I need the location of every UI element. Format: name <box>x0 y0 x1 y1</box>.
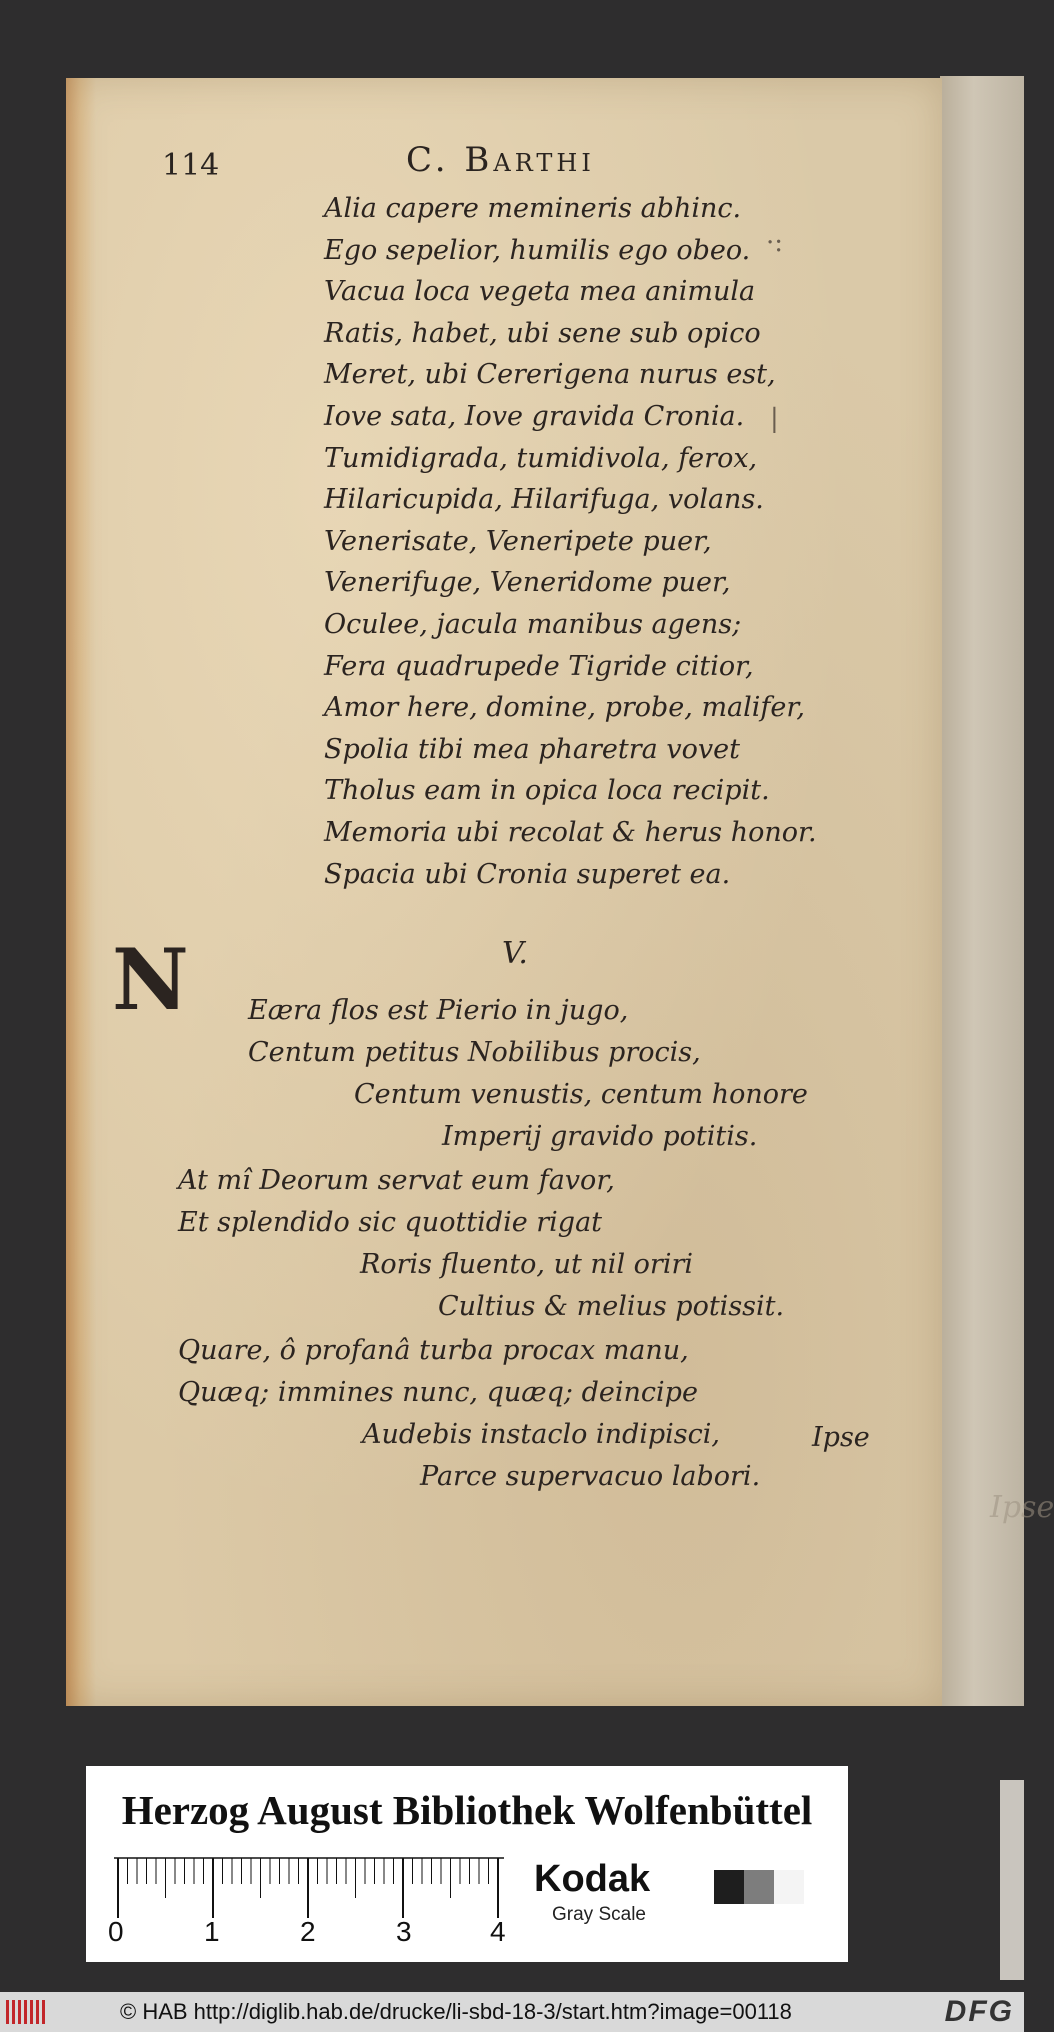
verse-line: Tholus eam in opica loca recipit. <box>324 775 770 807</box>
verse-line: Iove sata, Iove gravida Cronia. <box>324 400 745 432</box>
ode-line: Centum venustis, centum honore <box>354 1079 808 1110</box>
ode-line: Eæra flos est Pierio in jugo, <box>248 995 629 1026</box>
verse-line: Oculee, jacula manibus agens; <box>324 608 742 640</box>
gray-swatch <box>714 1870 744 1904</box>
ruler-number: 2 <box>300 1916 316 1947</box>
footer-url[interactable]: © HAB http://diglib.hab.de/drucke/li-sbd-18-3/start.htm?image=00118 <box>120 1999 792 2024</box>
adjacent-page-catchword: Ipse <box>990 1490 1054 1525</box>
gray-scale-label: Gray Scale <box>552 1904 646 1925</box>
library-name: Herzog August Bibliothek Wolfenbüttel <box>121 1787 813 1833</box>
margin-mark: | <box>770 404 779 434</box>
verse-line: Hilaricupida, Hilarifuga, volans. <box>324 484 764 516</box>
ruler-number: 0 <box>108 1916 124 1947</box>
catchword: Ipse <box>812 1422 870 1453</box>
ode-line: Quare, ô profanâ turba procax manu, <box>178 1335 689 1366</box>
verse-line: Spacia ubi Cronia superet ea. <box>324 858 731 890</box>
verse-line: Venerifuge, Veneridome puer, <box>324 567 731 599</box>
running-header: C. Barthi <box>406 140 595 180</box>
ruler-number: 4 <box>490 1916 506 1947</box>
ode-line: Roris fluento, ut nil oriri <box>360 1249 694 1280</box>
section-number: V. <box>502 936 528 971</box>
verse-line: Tumidigrada, tumidivola, ferox, <box>324 442 758 474</box>
ode-line: Parce supervacuo labori. <box>420 1461 761 1492</box>
verse-line: Alia capere memineris abhinc. <box>324 193 742 224</box>
verse-line: Spolia tibi mea pharetra vovet <box>324 733 740 765</box>
verse-line: Memoria ubi recolat & herus honor. <box>324 816 817 848</box>
gray-swatch <box>774 1870 804 1904</box>
verse-line: Amor here, domine, probe, malifer, <box>324 692 805 724</box>
footer-bar <box>0 1992 1024 2032</box>
verse-line: Meret, ubi Cererigena nurus est, <box>324 359 776 391</box>
verse-line: Ratis, habet, ubi sene sub opico <box>324 317 761 349</box>
adjacent-page-edge <box>940 76 1024 1706</box>
ode-line: Cultius & melius potissit. <box>438 1291 785 1322</box>
ode-line: Et splendido sic quottidie rigat <box>178 1207 603 1238</box>
ode-line: Quæq; immines nunc, quæq; deincipe <box>178 1377 698 1408</box>
ruler-number: 3 <box>396 1916 412 1947</box>
verse-line: Fera quadrupede Tigride citior, <box>324 650 754 682</box>
ode-line: At mî Deorum servat eum favor, <box>178 1165 615 1196</box>
verse-line: Vacua loca vegeta mea animula <box>324 276 756 308</box>
ode-line: Audebis instaclo indipisci, <box>362 1419 720 1450</box>
barcode-icon <box>6 2000 48 2024</box>
adjacent-page-strip <box>1000 1780 1024 1980</box>
gray-swatch <box>744 1870 774 1904</box>
ode-line: Centum petitus Nobilibus procis, <box>248 1037 701 1068</box>
verse-line: Venerisate, Veneripete puer, <box>324 525 712 557</box>
page-number: 114 <box>162 148 220 183</box>
drop-capital: N <box>112 930 189 1029</box>
gray-swatches <box>714 1870 804 1904</box>
verse-line: Ego sepelior, humilis ego obeo. <box>324 234 751 266</box>
library-color-card <box>86 1766 848 1962</box>
ode-line: Imperij gravido potitis. <box>442 1121 758 1152</box>
kodak-logo: Kodak <box>534 1858 651 1900</box>
scale-ruler <box>114 1856 504 1918</box>
verse-block <box>324 188 817 895</box>
ruler-number: 1 <box>204 1916 220 1947</box>
dfg-logo: DFG <box>944 1995 1014 2028</box>
margin-mark: ·: <box>766 228 784 258</box>
